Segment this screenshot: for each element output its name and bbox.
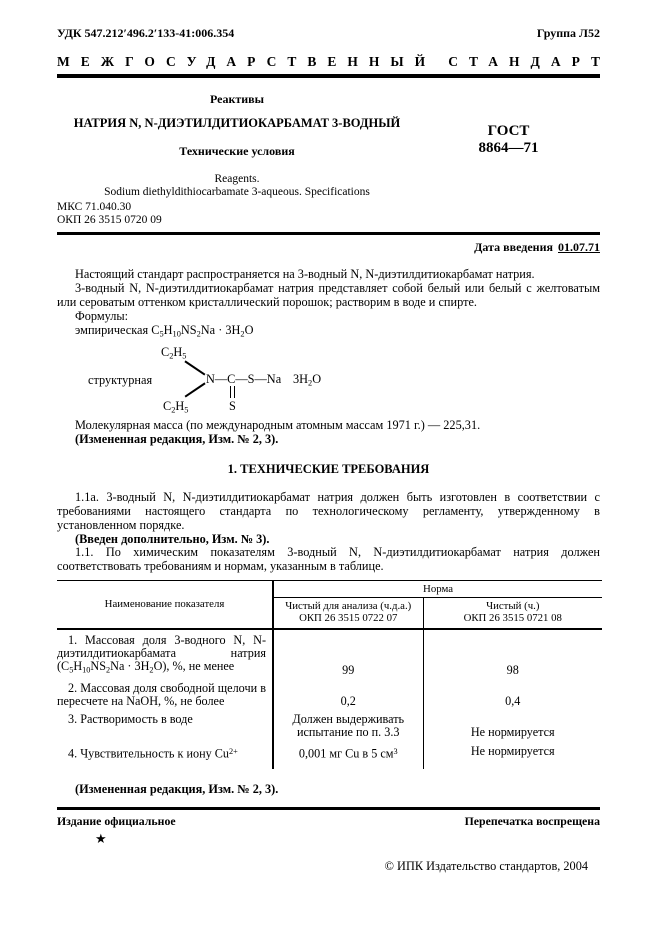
title-english-line1: Reagents.	[214, 173, 260, 185]
empirical-formula: эмпирическая $C_5H_{10}NS_2Na \cdot 3H_2O$	[75, 322, 254, 339]
column-header-pure-line2: ОКП 26 3515 0721 08	[463, 612, 562, 625]
table-cell-cda: 0,2	[273, 679, 423, 710]
spec-table-body	[57, 629, 602, 769]
paragraph-description: 3-водный N, N-диэтилдитиокарбамат натрия представляет собой белый или белый с желтоватым или сероватым оттенком кристаллический порошок; растворим в воде и спирте.	[57, 280, 600, 309]
table-cell-pure: Не нормируется	[470, 725, 555, 740]
gost-label: ГОСТ	[487, 123, 530, 139]
table-cell-pure: 98	[506, 662, 519, 677]
official-edition-label: Издание официальное	[57, 813, 176, 828]
title-english	[57, 173, 417, 199]
table-header-row-1	[57, 581, 602, 598]
date-value: 01.07.71	[558, 240, 600, 254]
paragraph-molecular-mass: Молекулярная масса (по международным атомным массам 1971 г.) — 225,31.	[75, 418, 481, 433]
title-block	[57, 92, 600, 199]
table-cell-pure: 0,4	[505, 694, 521, 709]
column-header-cda-line1: Чистый для анализа (ч.д.а.)	[285, 599, 412, 612]
structural-label: структурная	[88, 373, 153, 388]
title-left-column	[57, 92, 417, 199]
structural-formula	[57, 343, 600, 419]
copyright-line: © ИПК Издательство стандартов, 2004	[384, 858, 588, 873]
formula-chain: N—C—S—Na	[206, 372, 282, 387]
divider-rule-top	[57, 232, 600, 235]
ethyl-group-top: $C_2H_5$	[161, 345, 187, 361]
introduction-date	[57, 240, 600, 255]
column-header-pure	[423, 597, 602, 629]
table-cell-pure: Не нормируется	[470, 743, 555, 758]
footer-row	[57, 810, 600, 829]
column-header-pure-line1: Чистый (ч.)	[486, 599, 540, 612]
table-row	[57, 679, 602, 710]
table-cell-name: 2. Массовая доля свободной щелочи в пересчете на NaOH, %, не более	[57, 679, 273, 710]
bond-line-bottom	[185, 382, 206, 397]
column-header-cda-line2: ОКП 26 3515 0722 07	[299, 612, 398, 625]
title-english-line2: Sodium diethyldithiocarbamate 3-aqueous. Specifications	[104, 186, 370, 198]
category-label: Реактивы	[209, 92, 265, 106]
standard-word-1: МЕЖГОСУДАРСТВЕННЫЙ	[57, 54, 437, 69]
bond-line-top	[185, 360, 206, 375]
amendment-note-1: (Измененная редакция, Изм. № 2, 3).	[75, 431, 279, 446]
date-label: Дата введения	[474, 240, 553, 254]
table-cell-cda: 0,001 мг Cu в 5 $см^3$	[273, 742, 423, 769]
formulas-label: Формулы:	[75, 308, 129, 323]
paragraph-1-1a: 1.1а. 3-водный N, N-диэтилдитиокарбамат натрия должен быть изготовлен в соответствии с требованиями настоящего стандарта по технологическому регламенту, утвержденному в установленном порядке.	[57, 489, 600, 532]
group-code: Группа Л52	[536, 26, 600, 40]
table-cell-name: 1. Массовая доля 3-водного N, N-диэтилдитиокарбамата натрия $(C_5H_{10}NS_2Na \cdot 3H_2O)$, %, не менее	[57, 629, 273, 679]
spec-table-header	[57, 581, 602, 629]
paragraph-1-1: 1.1. По химическим показателям 3-водный N, N-диэтилдитиокарбамат натрия должен соответствовать требованиям и нормам, указанным в таблице.	[57, 545, 600, 574]
column-header-name: Наименование показателя	[57, 581, 273, 629]
double-bond	[230, 386, 235, 398]
table-row	[57, 710, 602, 741]
ethyl-group-bottom: $C_2H_5$	[163, 399, 189, 415]
paragraph-scope: Настоящий стандарт распространяется на 3-водный N, N-диэтилдитиокарбамат натрия.	[75, 267, 535, 281]
standard-banner	[57, 54, 611, 78]
title-right-column	[417, 92, 600, 199]
table-row	[57, 629, 602, 679]
section-heading: 1. ТЕХНИЧЕСКИЕ ТРЕБОВАНИЯ	[227, 461, 430, 476]
column-header-cda	[273, 597, 423, 629]
formula-water: $3H_2O$	[293, 372, 322, 388]
table-cell-cda: 99	[273, 629, 423, 679]
standard-word-2: СТАНДАРТ	[448, 54, 611, 69]
gost-designation	[417, 123, 600, 157]
reprint-forbidden-label: Перепечатка воспрещена	[464, 813, 600, 828]
okp-code: ОКП 26 3515 0720 09	[57, 214, 162, 226]
amendment-note-2: (Измененная редакция, Изм. № 2, 3).	[75, 781, 279, 796]
document-title: НАТРИЯ N, N-ДИЭТИЛДИТИОКАРБАМАТ 3-ВОДНЫЙ	[73, 116, 401, 130]
document-subtitle: Технические условия	[179, 144, 295, 158]
introduced-note: (Введен дополнительно, Изм. № 3).	[75, 531, 270, 546]
meta-row	[57, 26, 600, 41]
document-content	[57, 0, 611, 874]
star-mark: ★	[95, 831, 107, 847]
mks-code: МКС 71.040.30	[57, 201, 132, 213]
table-cell-cda: Должен выдерживать испытание по п. 3.3	[273, 710, 423, 741]
table-cell-name: 3. Растворимость в воде	[57, 710, 273, 741]
udk-code: УДК 547.212′496.2′133-41:006.354	[57, 26, 235, 40]
table-cell-name: 4. Чувствительность к иону $Cu^{2+}$	[57, 742, 273, 769]
classification-codes	[57, 201, 600, 227]
column-header-norm: Норма	[273, 581, 602, 598]
spec-table	[57, 580, 602, 768]
table-row	[57, 742, 602, 769]
formula-sulfur: S	[229, 399, 236, 414]
gost-number: 8864—71	[478, 140, 539, 156]
